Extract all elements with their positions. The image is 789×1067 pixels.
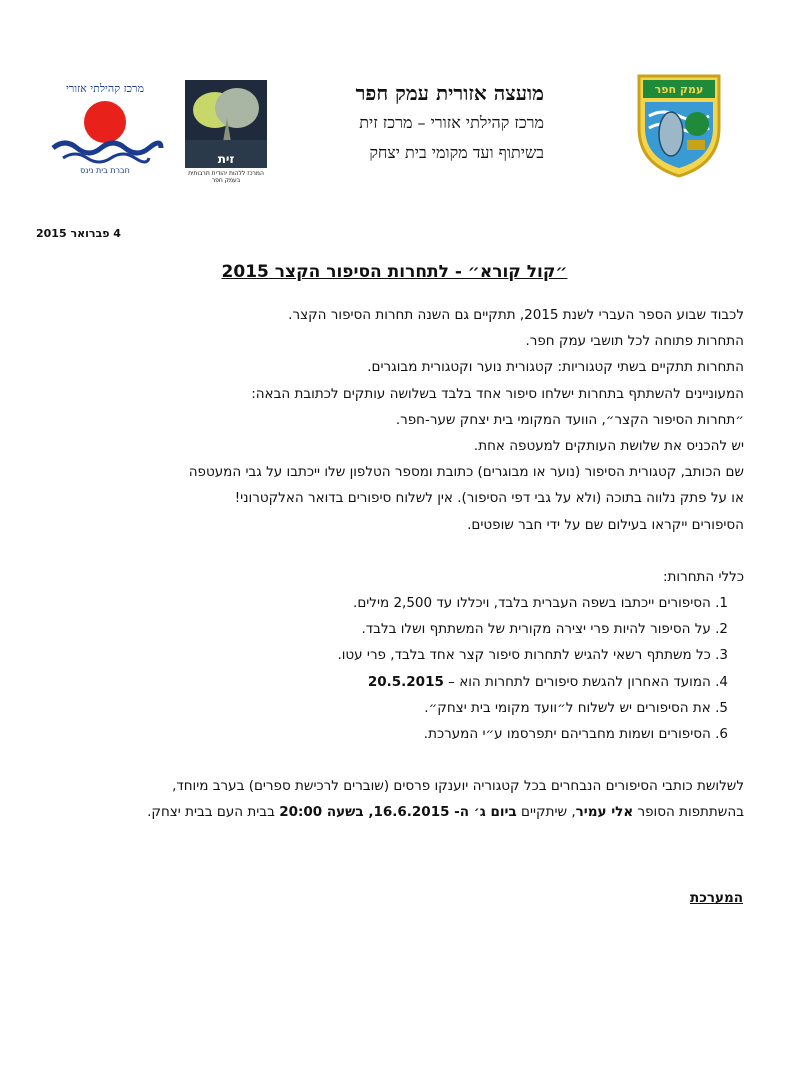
paragraph: התחרות פתוחה לכל תושבי עמק חפר.: [525, 333, 744, 350]
spacer: [44, 747, 744, 773]
list-item: [44, 669, 744, 695]
closing-text: בהשתתפות הסופר: [633, 804, 744, 821]
author-name: אלי עמיר: [575, 804, 634, 821]
document-date: 4 פברואר 2015: [36, 227, 121, 240]
closing-text: בבית העם בבית יצחק.: [147, 804, 280, 821]
deadline-date: 20.5.2015: [367, 673, 444, 690]
zait-center-logo: [185, 80, 267, 184]
org-line-2: מרכז קהילתי אזורי – מרכז זית: [359, 113, 544, 132]
emblem-text: עמק חפר: [654, 83, 704, 96]
shield-emblem-icon: [635, 72, 723, 180]
org-line-3: בשיתוף ועד מקומי בית יצחק: [369, 143, 544, 162]
paragraph: שם הכותב, קטגורית הסיפור (נוער או מבוגרים) כתובת ומספר הטלפון שלו ייכתבו על גבי המעטפה: [188, 464, 744, 481]
sun-wave-emblem-icon: [45, 72, 165, 164]
organization-block: [284, 78, 544, 168]
rules-list: [44, 590, 744, 747]
closing-text: , שיתקיים: [516, 804, 576, 821]
list-item: 1. הסיפורים ייכתבו בשפה העברית בלבד, ויכללו עד 2,500 מילים.: [353, 595, 728, 612]
paragraph: ״תחרות הסיפור הקצר״, הוועד המקומי בית יצחק שער-חפר.: [395, 411, 744, 428]
community-caption: חברת בית נינס: [80, 166, 130, 175]
paragraph: יש להכניס את שלושת העותקים למעטפה אחת.: [473, 438, 744, 455]
rule-4-text: 4. המועד האחרון להגשת סיפורים לתחרות הוא –: [443, 673, 728, 690]
paragraph: או על פתק נלווה בתוכה (ולא על גבי דפי הסיפור). אין לשלוח סיפורים בדואר האלקטרוני!: [234, 490, 744, 507]
rules-heading: כללי התחרות:: [662, 568, 744, 585]
zait-logo-name: זית: [217, 152, 235, 166]
document-title: ״קול קורא״ - לתחרות הסיפור הקצר 2015: [221, 262, 568, 282]
signature: המערכת: [689, 890, 743, 906]
closing-line-1: לשלושת כותבי הסיפורים הנבחרים בכל קטגוריה יוענקו פרסים (שוברים לרכישת ספרים) בערב מיוחד,: [172, 778, 744, 795]
spacer: [44, 538, 744, 564]
list-item: 2. על הסיפור להיות פרי יצירה מקורית של המשתתף ושלו בלבד.: [361, 621, 728, 638]
list-item: 3. כל משתתף רשאי להגיש לתחרות סיפור קצר אחד בלבד, פרי עטו.: [337, 647, 728, 664]
list-item: 6. הסיפורים ושמות מחבריהם יתפרסמו ע״י המערכת.: [423, 726, 728, 743]
event-date: ביום ג׳ ה- 16.6.2015, בשעה 20:00: [279, 804, 517, 821]
emek-hefer-emblem: [635, 72, 723, 180]
paragraph: התחרות תתקיים בשתי קטגוריות: קטגורית נוער וקטגורית מבוגרים.: [367, 359, 744, 376]
zait-logo-subtitle: המרכז ללהות יהודית תרבותית בעמק חפר: [188, 170, 264, 184]
paragraph: הסיפורים ייקראו בעילום שם על ידי חבר שופטים.: [467, 516, 744, 533]
svg-text:מרכז קהילתי אזורי: מרכז קהילתי אזורי: [66, 82, 144, 95]
org-line-1: מועצה אזורית עמק חפר: [355, 81, 544, 105]
paragraph: המעוניינים להשתתף בתחרות ישלחו סיפור אחד בלבד בשלושה עותקים לכתובת הבאה:: [251, 385, 744, 402]
paragraph: לכבוד שבוע הספר העברי לשנת 2015, תתקיים גם השנה תחרות הסיפור הקצר.: [288, 307, 744, 323]
closing-line-2: [44, 799, 744, 825]
letterhead: [0, 70, 789, 190]
list-item: 5. את הסיפורים יש לשלוח ל״וועד מקומי בית יצחק״.: [424, 699, 728, 716]
community-center-logo: [45, 72, 165, 175]
document-body: [44, 302, 744, 826]
